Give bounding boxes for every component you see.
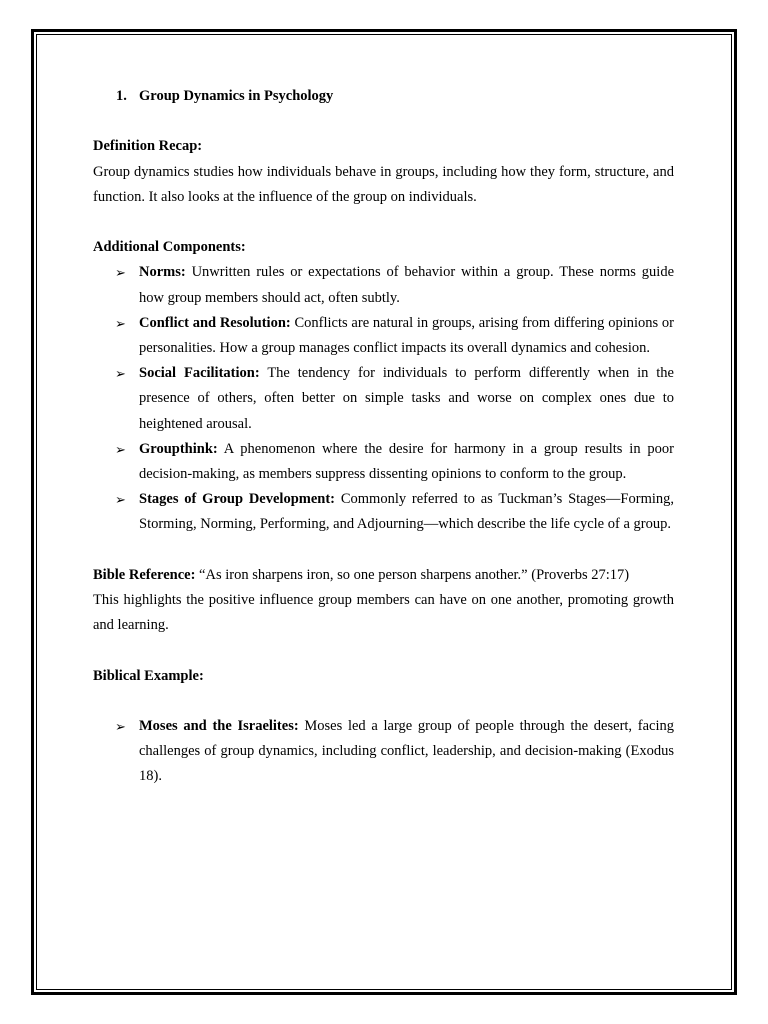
spacer <box>93 109 674 134</box>
section-heading <box>93 84 674 109</box>
arrowhead-bullet-icon: ➢ <box>115 265 126 281</box>
list-item <box>93 487 674 537</box>
list-item-term: Social Facilitation: <box>139 365 260 382</box>
biblical-example-title: Biblical Example: <box>93 667 204 684</box>
definition-title: Definition Recap: <box>93 138 203 155</box>
list-item-term: Stages of Group Development: <box>139 491 336 508</box>
list-item-text: The tendency for individuals to perform differently when in the presence of others, often better on simple tasks and worse on complex ones due to heightened arousal. <box>139 365 674 432</box>
list-item-term: Moses and the Israelites: <box>139 718 299 734</box>
spacer <box>93 689 674 714</box>
arrowhead-bullet-icon: ➢ <box>115 366 126 382</box>
arrowhead-bullet-icon: ➢ <box>115 492 126 508</box>
bible-reference-paragraph: This highlights the positive influence group members can have on one another, promoting growth and learning. <box>93 592 674 634</box>
definition-paragraph: Group dynamics studies how individuals behave in groups, including how they form, structure, and function. It also looks at the influence of the group on individuals. <box>93 163 674 205</box>
section-heading-text: Group Dynamics in Psychology <box>139 88 334 104</box>
bible-reference-line <box>93 563 674 588</box>
list-item-text: Conflicts are natural in groups, arising from differing opinions or personalities. How a group manages conflict impacts its overall dynamics and cohesion. <box>139 314 674 356</box>
arrowhead-bullet-icon: ➢ <box>115 441 126 457</box>
arrowhead-bullet-icon: ➢ <box>115 719 126 734</box>
list-item-text: Moses led a large group of people through the desert, facing challenges of group dynamics, including conflict, leadership, and decision-making (Exodus 18). <box>139 718 674 785</box>
list-item-term: Norms: <box>139 264 186 281</box>
list-item <box>93 437 674 487</box>
list-item-term: Conflict and Resolution: <box>139 314 291 331</box>
section-number: 1. <box>116 88 127 104</box>
list-item <box>93 260 674 310</box>
list-item-term: Groupthink: <box>139 440 218 457</box>
list-item <box>93 361 674 437</box>
spacer <box>93 210 674 235</box>
list-item-text: Commonly referred to as Tuckman’s Stages—Forming, Storming, Norming, Performing, and Adjourning—which describe the life cycle of a group. <box>139 491 675 533</box>
document-body <box>93 84 674 790</box>
list-item <box>93 311 674 361</box>
components-title: Additional Components: <box>93 239 246 256</box>
spacer <box>93 638 674 663</box>
list-item-text: Unwritten rules or expectations of behavior within a group. These norms guide how group members should act, often subtly. <box>139 264 675 306</box>
components-list <box>93 260 674 537</box>
biblical-example-list <box>93 714 674 790</box>
list-item-text: A phenomenon where the desire for harmony in a group results in poor decision-making, as members suppress dissenting opinions to conform to the group. <box>139 440 675 483</box>
arrowhead-bullet-icon: ➢ <box>115 315 126 331</box>
bible-reference-quote: “As iron sharpens iron, so one person sharpens another.” (Proverbs 27:17) <box>199 566 630 583</box>
bible-reference-label: Bible Reference: <box>93 566 196 583</box>
spacer <box>93 538 674 563</box>
list-item <box>93 714 674 790</box>
